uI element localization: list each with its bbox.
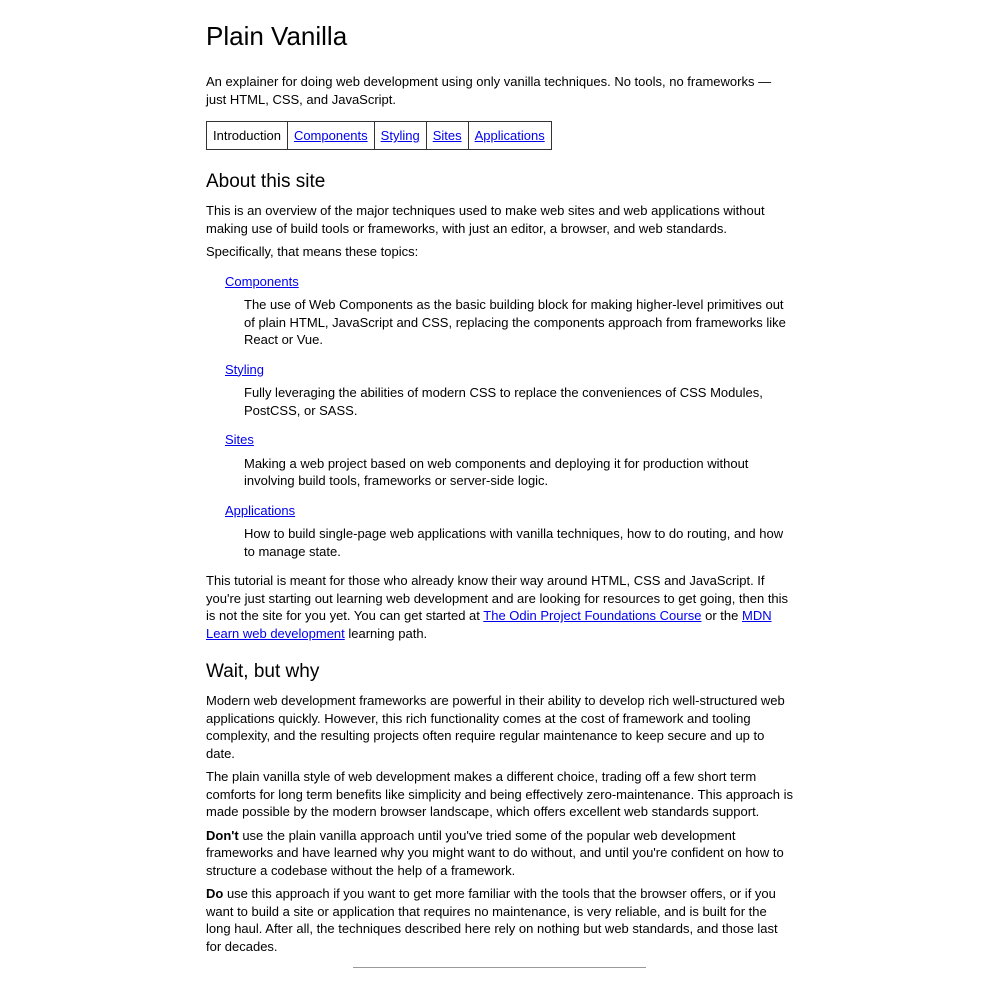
page-title: Plain Vanilla xyxy=(206,21,348,51)
topic-term-styling xyxy=(225,361,794,379)
topic-desc-styling: Fully leveraging the abilities of modern CSS to replace the conveniences of CSS Modules, PostCSS, or SASS. xyxy=(244,385,763,418)
topic-desc-sites: Making a web project based on web components and deploying it for production without involving build tools, frameworks or server-side logic. xyxy=(244,455,749,488)
topic-desc-components: The use of Web Components as the basic building block for making higher-level primitives out of plain HTML, JavaScript and CSS, replacing the components approach from frameworks like React or Vue. xyxy=(244,297,786,347)
do-paragraph xyxy=(206,885,794,955)
tutorial-text-end: learning path. xyxy=(344,625,428,641)
dont-paragraph xyxy=(206,827,794,880)
nav-item-sites-cell xyxy=(427,122,469,149)
do-bold-label: Do xyxy=(206,886,224,901)
page-content xyxy=(206,0,794,955)
topic-link-applications[interactable]: Applications xyxy=(225,502,296,518)
nav-link-components[interactable]: Components xyxy=(293,128,368,143)
topic-term-applications xyxy=(225,502,794,520)
topic-term-sites xyxy=(225,431,794,449)
about-heading: About this site xyxy=(206,171,326,192)
page-subtitle: An explainer for doing web development using only vanilla techniques. No tools, no frameworks — just HTML, CSS, and JavaScript. xyxy=(206,74,772,107)
topics-lead-paragraph: Specifically, that means these topics: xyxy=(206,244,419,259)
nav-item-introduction: Introduction xyxy=(207,122,288,149)
tutorial-text-start: This tutorial is meant for those who already know their way around HTML, CSS and JavaScript. If you're just starting out learning web development and are looking for resources to get going, then this is not the site for you yet. You can get started at xyxy=(206,573,789,623)
nav-link-styling[interactable]: Styling xyxy=(380,128,420,143)
nav-link-applications[interactable]: Applications xyxy=(474,128,545,143)
mdn-learn-link[interactable]: MDN Learn web development xyxy=(206,608,772,641)
do-text: use this approach if you want to get more familiar with the tools that the browser offers, or if you want to build a site or application that requires no maintenance, is very reliable, and is built for the long haul. After all, the techniques described here rely on nothing but web standards, and those last for decades. xyxy=(206,886,778,954)
nav-link-sites[interactable]: Sites xyxy=(432,128,462,143)
topic-link-components[interactable]: Components xyxy=(225,273,299,289)
tutorial-paragraph xyxy=(206,572,794,642)
footer-divider xyxy=(353,967,646,968)
topic-term-components xyxy=(225,273,794,291)
nav-item-components-cell xyxy=(288,122,375,149)
nav-item-styling-cell xyxy=(375,122,427,149)
nav-item-applications-cell xyxy=(469,122,551,149)
odin-project-link[interactable]: The Odin Project Foundations Course xyxy=(483,608,702,623)
topic-desc-applications: How to build single-page web applications with vanilla techniques, how to do routing, and how to manage state. xyxy=(244,526,784,559)
topic-link-sites[interactable]: Sites xyxy=(225,432,254,447)
dont-text: use the plain vanilla approach until you've tried some of the popular web development frameworks and have learned why you might want to do without, and until you're confident on how to structure a codebase without the help of a framework. xyxy=(206,827,784,878)
why-paragraph-1: Modern web development frameworks are powerful in their ability to develop rich well-structured web applications quickly. However, this rich functionality comes at the cost of framework and tooling complexity, and the resulting projects often require regular maintenance to keep secure and up to date. xyxy=(206,693,785,761)
dont-bold-label: Don't xyxy=(206,827,239,843)
topics-list xyxy=(206,273,794,561)
about-intro-paragraph: This is an overview of the major techniques used to make web sites and web applications without making use of build tools or frameworks, with just an editor, a browser, and web standards. xyxy=(206,203,765,236)
why-paragraph-2: The plain vanilla style of web development makes a different choice, trading off a few short term comforts for long term benefits like simplicity and being effectively zero-maintenance. This approach is made possible by the modern browser landscape, which offers excellent web standards support. xyxy=(206,769,793,819)
tutorial-text-mid: or the xyxy=(701,608,742,623)
why-heading: Wait, but why xyxy=(206,661,320,682)
topic-link-styling[interactable]: Styling xyxy=(225,361,265,377)
top-nav xyxy=(206,121,552,150)
